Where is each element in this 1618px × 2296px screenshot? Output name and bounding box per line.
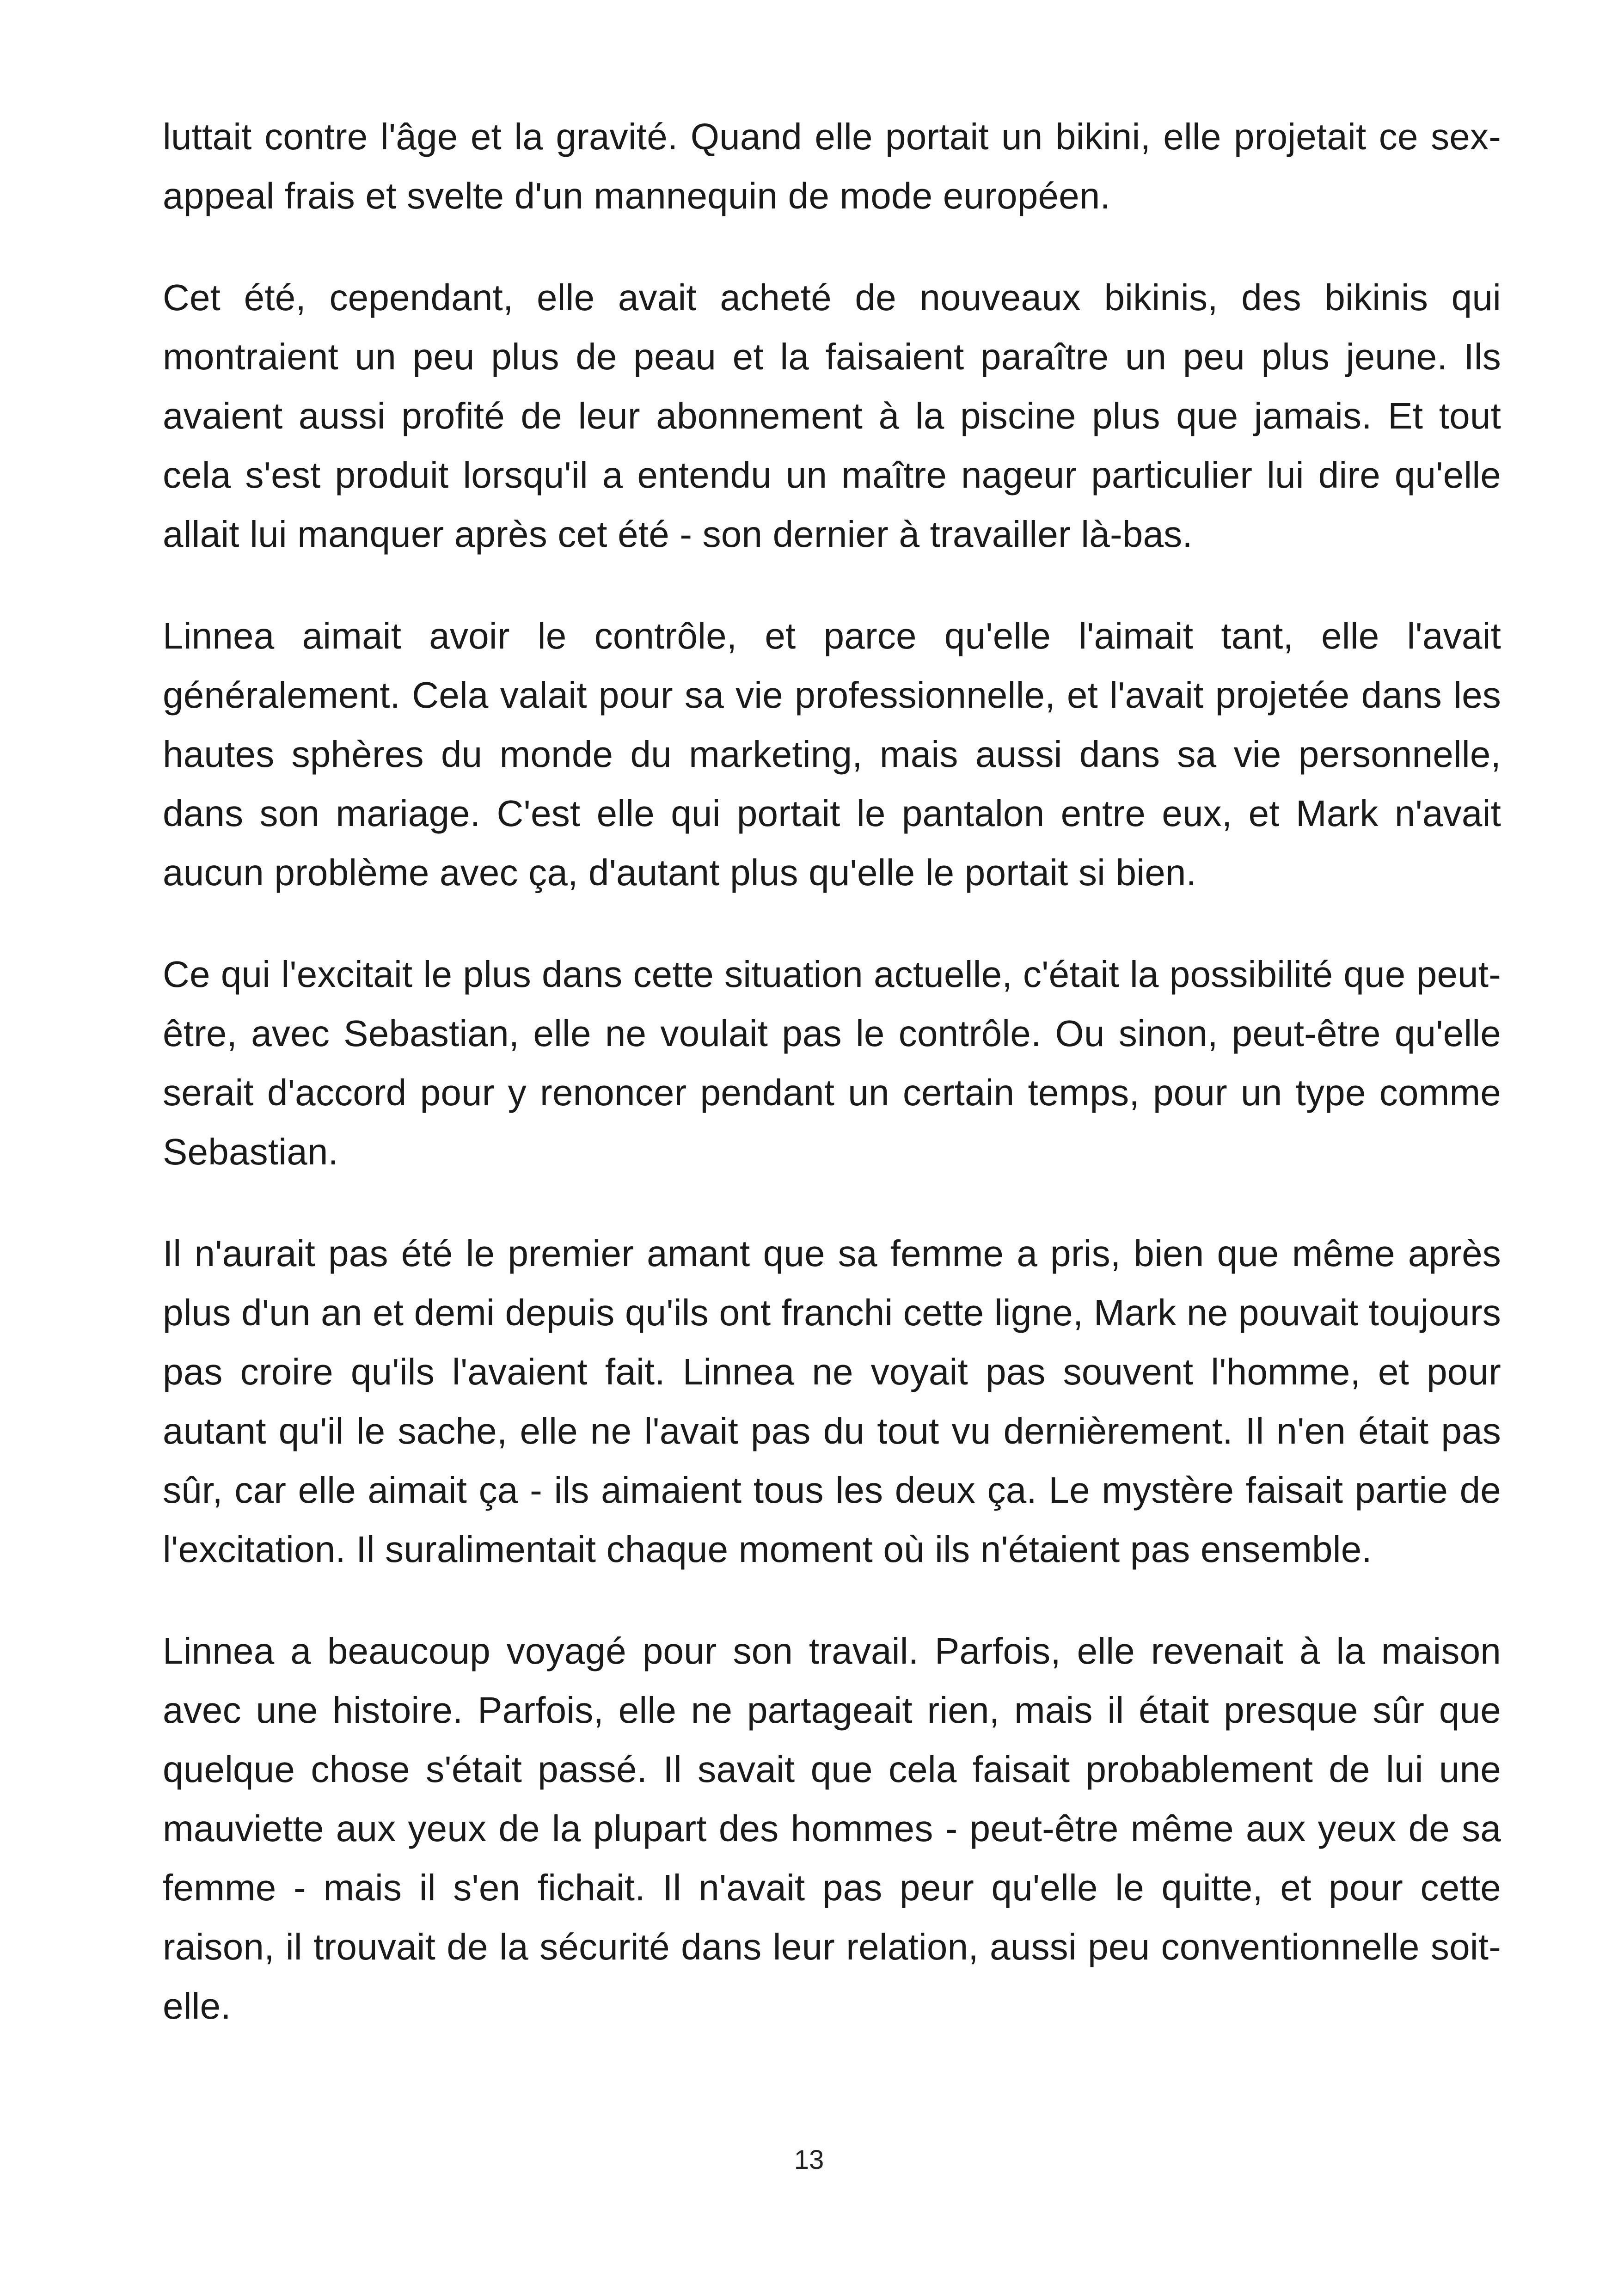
paragraph: Cet été, cependant, elle avait acheté de nouveaux bikinis, des bikinis qui montraient un peu plus de peau et la faisaient paraître un peu plus jeune. Ils avaient aussi profité de leur abonnement à la piscine plus que jamais. Et tout cela s'est produit lorsqu'il a entendu un maître nageur particulier lui dire qu'elle allait lui manquer après cet été - son dernier à travailler là-bas.: [163, 277, 1501, 555]
paragraph: luttait contre l'âge et la gravité. Quand elle portait un bikini, elle projetait ce sex-appeal frais et svelte d'un mannequin de mode européen.: [163, 116, 1501, 216]
paragraph: Ce qui l'excitait le plus dans cette situation actuelle, c'était la possibilité que peut-être, avec Sebastian, elle ne voulait pas le contrôle. Ou sinon, peut-être qu'elle serait d'accord pour y renoncer pendant un certain temps, pour un type comme Sebastian.: [163, 954, 1501, 1172]
paragraph: Linnea aimait avoir le contrôle, et parce qu'elle l'aimait tant, elle l'avait généralement. Cela valait pour sa vie professionnelle, et l'avait projetée dans les hautes sphères du monde du marketing, mais aussi dans sa vie personnelle, dans son mariage. C'est elle qui portait le pantalon entre eux, et Mark n'avait aucun problème avec ça, d'autant plus qu'elle le portait si bien.: [163, 615, 1501, 893]
paragraph: Linnea a beaucoup voyagé pour son travail. Parfois, elle revenait à la maison avec une histoire. Parfois, elle ne partageait rien, mais il était presque sûr que quelque chose s'était passé. Il savait que cela faisait probablement de lui une mauviette aux yeux de la plupart des hommes - peut-être même aux yeux de sa femme - mais il s'en fichait. Il n'avait pas peur qu'elle le quitte, et pour cette raison, il trouvait de la sécurité dans leur relation, aussi peu conventionnelle soit-elle.: [163, 1630, 1501, 2027]
page-number: 13: [794, 2145, 824, 2175]
paragraph: Il n'aurait pas été le premier amant que sa femme a pris, bien que même après plus d'un an et demi depuis qu'ils ont franchi cette ligne, Mark ne pouvait toujours pas croire qu'ils l'avaient fait. Linnea ne voyait pas souvent l'homme, et pour autant qu'il le sache, elle ne l'avait pas du tout vu dernièrement. Il n'en était pas sûr, car elle aimait ça - ils aimaient tous les deux ça. Le mystère faisait partie de l'excitation. Il suralimentait chaque moment où ils n'étaient pas ensemble.: [163, 1233, 1501, 1570]
body-text: [163, 107, 1501, 2078]
